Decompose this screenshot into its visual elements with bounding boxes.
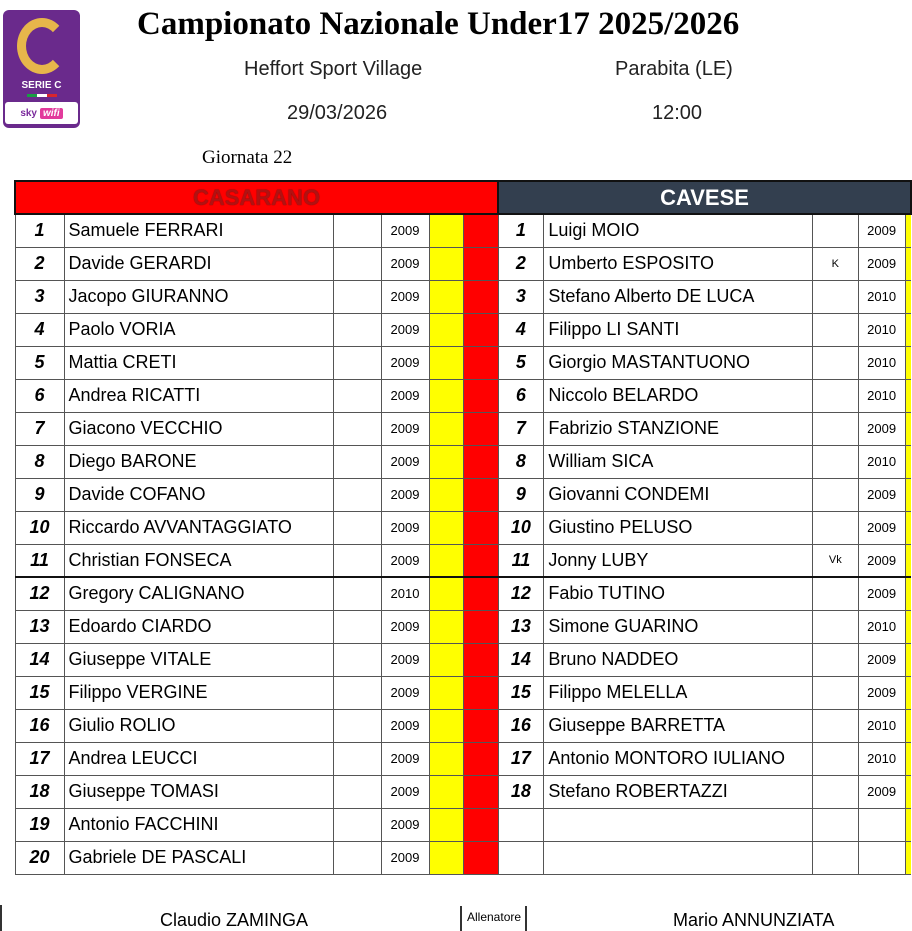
player-role <box>813 445 859 478</box>
player-role <box>333 544 381 577</box>
player-year: 2009 <box>381 313 429 346</box>
player-number: 5 <box>498 346 544 379</box>
home-team-name: CASARANO <box>15 181 498 214</box>
player-number: 20 <box>15 841 64 874</box>
player-name: Giuseppe BARRETTA <box>544 709 813 742</box>
table-row <box>498 610 911 643</box>
player-name: Giulio ROLIO <box>64 709 333 742</box>
player-number: 1 <box>498 214 544 247</box>
table-row <box>15 346 498 379</box>
yellow-card-cell <box>429 247 463 280</box>
table-row <box>15 610 498 643</box>
table-row <box>15 544 498 577</box>
player-number: 6 <box>498 379 544 412</box>
player-year: 2010 <box>858 313 905 346</box>
player-name: Simone GUARINO <box>544 610 813 643</box>
player-name: Andrea LEUCCI <box>64 742 333 775</box>
player-number: 3 <box>15 280 64 313</box>
player-role <box>333 742 381 775</box>
yellow-card-cell <box>905 544 911 577</box>
yellow-card-cell <box>905 214 911 247</box>
player-year: 2009 <box>858 775 905 808</box>
table-row <box>498 511 911 544</box>
yellow-card-cell <box>429 676 463 709</box>
player-year: 2009 <box>381 280 429 313</box>
player-role <box>813 742 859 775</box>
city: Parabita (LE) <box>615 58 733 80</box>
player-number <box>498 808 544 841</box>
player-name: Fabio TUTINO <box>544 577 813 610</box>
coach-label: Allenatore <box>460 906 527 931</box>
yellow-card-cell <box>905 379 911 412</box>
logo-text: SERIE C <box>21 80 62 91</box>
player-year: 2009 <box>381 643 429 676</box>
yellow-card-cell <box>429 544 463 577</box>
yellow-card-cell <box>905 577 911 610</box>
player-year: 2009 <box>858 478 905 511</box>
player-year: 2010 <box>858 709 905 742</box>
red-card-cell <box>463 577 498 610</box>
yellow-card-cell <box>905 280 911 313</box>
yellow-card-cell <box>905 346 911 379</box>
player-number <box>498 841 544 874</box>
player-number: 2 <box>15 247 64 280</box>
player-number: 8 <box>498 445 544 478</box>
red-card-cell <box>463 511 498 544</box>
table-row <box>15 313 498 346</box>
table-row <box>498 346 911 379</box>
yellow-card-cell <box>905 676 911 709</box>
player-year <box>858 841 905 874</box>
red-card-cell <box>463 346 498 379</box>
red-card-cell <box>463 742 498 775</box>
player-number: 4 <box>498 313 544 346</box>
away-team-name: CAVESE <box>498 181 911 214</box>
player-role <box>333 346 381 379</box>
yellow-card-cell <box>429 478 463 511</box>
red-card-cell <box>463 610 498 643</box>
player-role <box>333 775 381 808</box>
player-role <box>333 808 381 841</box>
player-number: 16 <box>15 709 64 742</box>
player-number: 13 <box>15 610 64 643</box>
player-role <box>333 214 381 247</box>
player-number: 3 <box>498 280 544 313</box>
yellow-card-cell <box>429 379 463 412</box>
player-name: Diego BARONE <box>64 445 333 478</box>
player-name: Gabriele DE PASCALI <box>64 841 333 874</box>
table-row <box>15 709 498 742</box>
player-number: 9 <box>498 478 544 511</box>
yellow-card-cell <box>429 577 463 610</box>
red-card-cell <box>463 775 498 808</box>
yellow-card-cell <box>429 412 463 445</box>
player-name: Filippo LI SANTI <box>544 313 813 346</box>
serie-c-c-icon <box>17 18 67 74</box>
player-name: William SICA <box>544 445 813 478</box>
player-number: 16 <box>498 709 544 742</box>
player-role <box>333 445 381 478</box>
player-name: Andrea RICATTI <box>64 379 333 412</box>
yellow-card-cell <box>905 643 911 676</box>
table-row <box>498 214 911 247</box>
table-row <box>498 775 911 808</box>
player-number: 8 <box>15 445 64 478</box>
table-row <box>15 412 498 445</box>
red-card-cell <box>463 676 498 709</box>
player-role <box>333 247 381 280</box>
player-year: 2010 <box>858 742 905 775</box>
table-row <box>498 643 911 676</box>
yellow-card-cell <box>429 643 463 676</box>
player-role <box>333 379 381 412</box>
table-row <box>15 379 498 412</box>
player-name <box>544 808 813 841</box>
player-number: 10 <box>15 511 64 544</box>
player-name: Jonny LUBY <box>544 544 813 577</box>
player-name <box>544 841 813 874</box>
player-role: K <box>813 247 859 280</box>
player-role <box>813 214 859 247</box>
player-year: 2009 <box>858 676 905 709</box>
player-number: 19 <box>15 808 64 841</box>
serie-c-logo <box>3 10 80 128</box>
red-card-cell <box>463 379 498 412</box>
player-year: 2009 <box>381 775 429 808</box>
yellow-card-cell <box>429 445 463 478</box>
player-number: 1 <box>15 214 64 247</box>
player-name: Bruno NADDEO <box>544 643 813 676</box>
player-name: Fabrizio STANZIONE <box>544 412 813 445</box>
player-role <box>813 610 859 643</box>
player-role <box>813 478 859 511</box>
player-year: 2009 <box>858 577 905 610</box>
player-role <box>333 709 381 742</box>
player-name: Umberto ESPOSITO <box>544 247 813 280</box>
player-name: Giuseppe TOMASI <box>64 775 333 808</box>
red-card-cell <box>463 247 498 280</box>
player-year <box>858 808 905 841</box>
player-role <box>813 841 859 874</box>
player-year: 2009 <box>381 544 429 577</box>
player-year: 2009 <box>858 511 905 544</box>
player-name: Davide COFANO <box>64 478 333 511</box>
table-row <box>498 445 911 478</box>
player-number: 17 <box>15 742 64 775</box>
table-row <box>498 577 911 610</box>
player-name: Stefano ROBERTAZZI <box>544 775 813 808</box>
table-row <box>498 478 911 511</box>
table-row <box>498 247 911 280</box>
yellow-card-cell <box>905 775 911 808</box>
player-number: 11 <box>15 544 64 577</box>
table-row <box>15 577 498 610</box>
red-card-cell <box>463 544 498 577</box>
player-number: 2 <box>498 247 544 280</box>
player-name: Stefano Alberto DE LUCA <box>544 280 813 313</box>
away-team-header-row <box>498 181 911 214</box>
table-row <box>15 775 498 808</box>
round-label: Giornata 22 <box>202 147 293 168</box>
player-role: Vk <box>813 544 859 577</box>
player-year: 2010 <box>858 280 905 313</box>
player-number: 18 <box>498 775 544 808</box>
yellow-card-cell <box>905 313 911 346</box>
player-name: Giustino PELUSO <box>544 511 813 544</box>
player-role <box>333 841 381 874</box>
player-year: 2009 <box>381 412 429 445</box>
player-number: 14 <box>498 643 544 676</box>
player-role <box>333 313 381 346</box>
table-row <box>15 511 498 544</box>
table-row <box>498 709 911 742</box>
page-title: Campionato Nazionale Under17 2025/2026 <box>137 6 740 42</box>
table-row <box>15 808 498 841</box>
player-number: 5 <box>15 346 64 379</box>
table-row <box>15 676 498 709</box>
table-row <box>15 445 498 478</box>
yellow-card-cell <box>905 445 911 478</box>
red-card-cell <box>463 478 498 511</box>
player-year: 2010 <box>858 445 905 478</box>
yellow-card-cell <box>429 841 463 874</box>
yellow-card-cell <box>429 808 463 841</box>
player-name: Giacono VECCHIO <box>64 412 333 445</box>
player-role <box>813 709 859 742</box>
home-roster-table <box>14 180 499 875</box>
player-name: Riccardo AVVANTAGGIATO <box>64 511 333 544</box>
player-role <box>333 511 381 544</box>
yellow-card-cell <box>905 478 911 511</box>
player-role <box>813 280 859 313</box>
player-name: Niccolo BELARDO <box>544 379 813 412</box>
player-name: Paolo VORIA <box>64 313 333 346</box>
table-row <box>498 676 911 709</box>
match-time: 12:00 <box>652 102 703 124</box>
player-year: 2009 <box>858 214 905 247</box>
player-number: 13 <box>498 610 544 643</box>
player-number: 11 <box>498 544 544 577</box>
player-role <box>813 511 859 544</box>
player-name: Gregory CALIGNANO <box>64 577 333 610</box>
player-number: 17 <box>498 742 544 775</box>
player-number: 7 <box>498 412 544 445</box>
home-coach: Claudio ZAMINGA <box>160 910 309 930</box>
table-row <box>498 412 911 445</box>
player-year: 2009 <box>381 808 429 841</box>
player-role <box>333 280 381 313</box>
player-name: Giuseppe VITALE <box>64 643 333 676</box>
player-role <box>813 577 859 610</box>
player-year: 2010 <box>858 379 905 412</box>
red-card-cell <box>463 445 498 478</box>
yellow-card-cell <box>905 247 911 280</box>
player-year: 2009 <box>381 478 429 511</box>
red-card-cell <box>463 808 498 841</box>
player-role <box>813 643 859 676</box>
player-year: 2009 <box>858 643 905 676</box>
red-card-cell <box>463 643 498 676</box>
player-number: 9 <box>15 478 64 511</box>
table-row <box>15 841 498 874</box>
yellow-card-cell <box>429 511 463 544</box>
away-roster-table <box>497 180 912 875</box>
table-row <box>15 247 498 280</box>
player-name: Giovanni CONDEMI <box>544 478 813 511</box>
yellow-card-cell <box>905 610 911 643</box>
player-year: 2009 <box>381 742 429 775</box>
red-card-cell <box>463 841 498 874</box>
player-year: 2009 <box>381 379 429 412</box>
table-row <box>498 544 911 577</box>
player-year: 2009 <box>381 247 429 280</box>
player-role <box>813 775 859 808</box>
yellow-card-cell <box>905 511 911 544</box>
player-year: 2009 <box>381 676 429 709</box>
player-name: Davide GERARDI <box>64 247 333 280</box>
yellow-card-cell <box>429 280 463 313</box>
player-year: 2009 <box>381 346 429 379</box>
player-number: 4 <box>15 313 64 346</box>
player-role <box>333 577 381 610</box>
red-card-cell <box>463 313 498 346</box>
yellow-card-cell <box>905 412 911 445</box>
player-role <box>333 478 381 511</box>
player-role <box>333 643 381 676</box>
player-number: 7 <box>15 412 64 445</box>
player-year: 2009 <box>381 709 429 742</box>
red-card-cell <box>463 280 498 313</box>
player-year: 2009 <box>858 247 905 280</box>
player-number: 15 <box>15 676 64 709</box>
table-row <box>498 841 911 874</box>
yellow-card-cell <box>429 610 463 643</box>
player-name: Antonio FACCHINI <box>64 808 333 841</box>
table-row <box>15 478 498 511</box>
player-name: Samuele FERRARI <box>64 214 333 247</box>
red-card-cell <box>463 214 498 247</box>
player-name: Jacopo GIURANNO <box>64 280 333 313</box>
match-date: 29/03/2026 <box>287 102 388 124</box>
player-year: 2010 <box>858 346 905 379</box>
player-name: Antonio MONTORO IULIANO <box>544 742 813 775</box>
player-number: 18 <box>15 775 64 808</box>
player-number: 15 <box>498 676 544 709</box>
yellow-card-cell <box>429 742 463 775</box>
player-name: Mattia CRETI <box>64 346 333 379</box>
player-year: 2010 <box>381 577 429 610</box>
table-row <box>498 379 911 412</box>
player-year: 2010 <box>858 610 905 643</box>
yellow-card-cell <box>429 346 463 379</box>
player-year: 2009 <box>381 214 429 247</box>
player-name: Luigi MOIO <box>544 214 813 247</box>
player-year: 2009 <box>381 445 429 478</box>
player-number: 10 <box>498 511 544 544</box>
venue: Heffort Sport Village <box>244 58 423 80</box>
player-number: 12 <box>498 577 544 610</box>
player-role <box>333 676 381 709</box>
table-row <box>498 808 911 841</box>
yellow-card-cell <box>429 313 463 346</box>
divider <box>0 905 2 931</box>
player-role <box>813 313 859 346</box>
table-row <box>498 742 911 775</box>
table-row <box>15 742 498 775</box>
table-row <box>498 313 911 346</box>
player-role <box>813 379 859 412</box>
sky-wifi-badge: sky wifi <box>5 102 78 124</box>
red-card-cell <box>463 412 498 445</box>
home-team-header-row <box>15 181 498 214</box>
red-card-cell <box>463 709 498 742</box>
yellow-card-cell <box>905 709 911 742</box>
player-year: 2009 <box>381 610 429 643</box>
player-role <box>813 346 859 379</box>
player-name: Christian FONSECA <box>64 544 333 577</box>
yellow-card-cell <box>905 742 911 775</box>
yellow-card-cell <box>429 775 463 808</box>
player-year: 2009 <box>858 412 905 445</box>
player-role <box>333 412 381 445</box>
player-name: Giorgio MASTANTUONO <box>544 346 813 379</box>
player-number: 6 <box>15 379 64 412</box>
player-year: 2009 <box>381 841 429 874</box>
player-year: 2009 <box>858 544 905 577</box>
yellow-card-cell <box>905 841 911 874</box>
player-role <box>813 412 859 445</box>
table-row <box>15 643 498 676</box>
player-role <box>813 808 859 841</box>
away-coach: Mario ANNUNZIATA <box>673 910 835 930</box>
player-role <box>333 610 381 643</box>
player-year: 2009 <box>381 511 429 544</box>
player-role <box>813 676 859 709</box>
player-name: Filippo VERGINE <box>64 676 333 709</box>
table-row <box>15 214 498 247</box>
player-name: Filippo MELELLA <box>544 676 813 709</box>
table-row <box>498 280 911 313</box>
table-row <box>15 280 498 313</box>
yellow-card-cell <box>905 808 911 841</box>
italian-flag-icon <box>27 94 57 97</box>
player-number: 12 <box>15 577 64 610</box>
player-number: 14 <box>15 643 64 676</box>
yellow-card-cell <box>429 214 463 247</box>
yellow-card-cell <box>429 709 463 742</box>
player-name: Edoardo CIARDO <box>64 610 333 643</box>
